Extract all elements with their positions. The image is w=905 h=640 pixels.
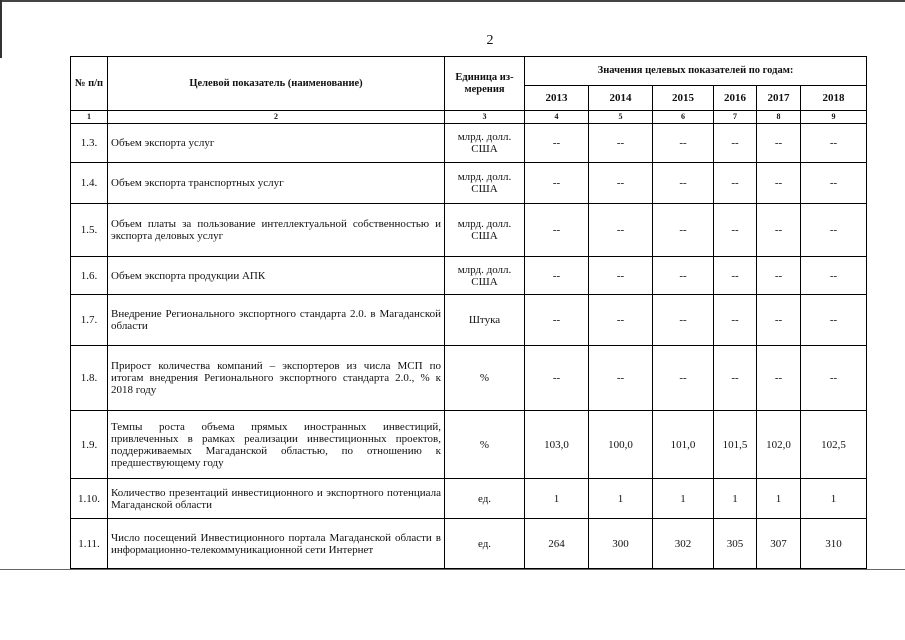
indicator-unit: % xyxy=(445,411,525,479)
header-year: 2013 xyxy=(525,86,589,111)
header-name: Целевой показатель (наименование) xyxy=(108,57,445,111)
page-bottom-rule xyxy=(0,569,905,570)
indicator-name: Число посещений Инвестиционного портала Магаданской области в информационно-телекоммуникационной сети Интернет xyxy=(108,519,445,569)
table-row xyxy=(71,257,867,295)
header-num: № п/п xyxy=(71,57,108,111)
header-year: 2016 xyxy=(714,86,757,111)
value-cell: -- xyxy=(714,295,757,346)
column-number: 7 xyxy=(714,111,757,124)
column-number: 2 xyxy=(108,111,445,124)
table-row xyxy=(71,204,867,257)
indicator-unit: % xyxy=(445,346,525,411)
value-cell: 305 xyxy=(714,519,757,569)
value-cell: -- xyxy=(714,163,757,204)
value-cell: -- xyxy=(525,346,589,411)
row-number: 1.11. xyxy=(71,519,108,569)
value-cell: -- xyxy=(589,204,653,257)
value-cell: 264 xyxy=(525,519,589,569)
value-cell: -- xyxy=(589,124,653,163)
value-cell: -- xyxy=(525,257,589,295)
value-cell: -- xyxy=(757,346,801,411)
value-cell: -- xyxy=(714,204,757,257)
row-number: 1.8. xyxy=(71,346,108,411)
value-cell: -- xyxy=(801,257,867,295)
value-cell: 101,5 xyxy=(714,411,757,479)
row-number: 1.4. xyxy=(71,163,108,204)
value-cell: -- xyxy=(525,163,589,204)
value-cell: -- xyxy=(801,204,867,257)
table-row xyxy=(71,295,867,346)
value-cell: 103,0 xyxy=(525,411,589,479)
row-number: 1.7. xyxy=(71,295,108,346)
value-cell: -- xyxy=(589,163,653,204)
row-number: 1.5. xyxy=(71,204,108,257)
value-cell: 300 xyxy=(589,519,653,569)
value-cell: -- xyxy=(801,124,867,163)
value-cell: -- xyxy=(757,257,801,295)
value-cell: 100,0 xyxy=(589,411,653,479)
column-number: 8 xyxy=(757,111,801,124)
value-cell: 101,0 xyxy=(653,411,714,479)
value-cell: 310 xyxy=(801,519,867,569)
table-row xyxy=(71,519,867,569)
row-number: 1.9. xyxy=(71,411,108,479)
value-cell: -- xyxy=(801,163,867,204)
header-values: Значения целевых показателей по годам: xyxy=(525,57,867,86)
header-year: 2015 xyxy=(653,86,714,111)
table-row xyxy=(71,163,867,204)
value-cell: -- xyxy=(525,204,589,257)
indicator-name: Темпы роста объема прямых иностранных инвестиций, привлеченных в рамках реализации инвестиционных проектов, поддерживаемых Магаданской областью, по отношению к предшествующему году xyxy=(108,411,445,479)
column-number: 6 xyxy=(653,111,714,124)
header-year: 2017 xyxy=(757,86,801,111)
value-cell: 1 xyxy=(525,479,589,519)
indicator-unit: млрд. долл. США xyxy=(445,204,525,257)
indicator-name: Прирост количества компаний – экспортеров из числа МСП по итогам внедрения Регионального экспортного стандарта 2.0., % к 2018 году xyxy=(108,346,445,411)
value-cell: -- xyxy=(714,124,757,163)
indicator-name: Объем экспорта услуг xyxy=(108,124,445,163)
indicator-unit: Штука xyxy=(445,295,525,346)
row-number: 1.6. xyxy=(71,257,108,295)
indicators-table xyxy=(70,56,867,569)
value-cell: -- xyxy=(757,124,801,163)
header-year: 2014 xyxy=(589,86,653,111)
table-row xyxy=(71,479,867,519)
value-cell: -- xyxy=(653,163,714,204)
value-cell: -- xyxy=(653,204,714,257)
column-number: 3 xyxy=(445,111,525,124)
value-cell: 1 xyxy=(757,479,801,519)
column-number: 1 xyxy=(71,111,108,124)
value-cell: -- xyxy=(653,124,714,163)
page-top-rule xyxy=(0,0,905,2)
header-year: 2018 xyxy=(801,86,867,111)
value-cell: 1 xyxy=(653,479,714,519)
indicator-unit: млрд. долл. США xyxy=(445,124,525,163)
indicator-name: Объем экспорта продукции АПК xyxy=(108,257,445,295)
value-cell: -- xyxy=(801,346,867,411)
table-row xyxy=(71,124,867,163)
value-cell: 1 xyxy=(801,479,867,519)
value-cell: -- xyxy=(589,257,653,295)
value-cell: 307 xyxy=(757,519,801,569)
page-left-rule xyxy=(0,0,2,58)
indicator-name: Внедрение Регионального экспортного стандарта 2.0. в Магаданской области xyxy=(108,295,445,346)
value-cell: -- xyxy=(525,295,589,346)
row-number: 1.10. xyxy=(71,479,108,519)
column-number: 9 xyxy=(801,111,867,124)
value-cell: -- xyxy=(589,346,653,411)
column-number: 5 xyxy=(589,111,653,124)
row-number: 1.3. xyxy=(71,124,108,163)
value-cell: -- xyxy=(525,124,589,163)
column-number: 4 xyxy=(525,111,589,124)
indicator-name: Количество презентаций инвестиционного и экспортного потенциала Магаданской области xyxy=(108,479,445,519)
value-cell: -- xyxy=(714,346,757,411)
value-cell: 102,5 xyxy=(801,411,867,479)
value-cell: -- xyxy=(801,295,867,346)
value-cell: -- xyxy=(589,295,653,346)
value-cell: -- xyxy=(757,204,801,257)
value-cell: -- xyxy=(757,295,801,346)
value-cell: 1 xyxy=(589,479,653,519)
value-cell: 1 xyxy=(714,479,757,519)
value-cell: -- xyxy=(653,257,714,295)
page-number: 2 xyxy=(486,33,494,48)
indicator-unit: ед. xyxy=(445,479,525,519)
value-cell: -- xyxy=(653,346,714,411)
indicator-unit: ед. xyxy=(445,519,525,569)
value-cell: -- xyxy=(714,257,757,295)
value-cell: -- xyxy=(653,295,714,346)
indicator-unit: млрд. долл. США xyxy=(445,257,525,295)
indicator-name: Объем платы за пользование интеллектуальной собственностью и экспорта деловых услуг xyxy=(108,204,445,257)
indicator-unit: млрд. долл. США xyxy=(445,163,525,204)
table-row xyxy=(71,411,867,479)
value-cell: -- xyxy=(757,163,801,204)
value-cell: 102,0 xyxy=(757,411,801,479)
table-row xyxy=(71,346,867,411)
value-cell: 302 xyxy=(653,519,714,569)
header-unit: Единица из-мерения xyxy=(445,57,525,111)
indicator-name: Объем экспорта транспортных услуг xyxy=(108,163,445,204)
